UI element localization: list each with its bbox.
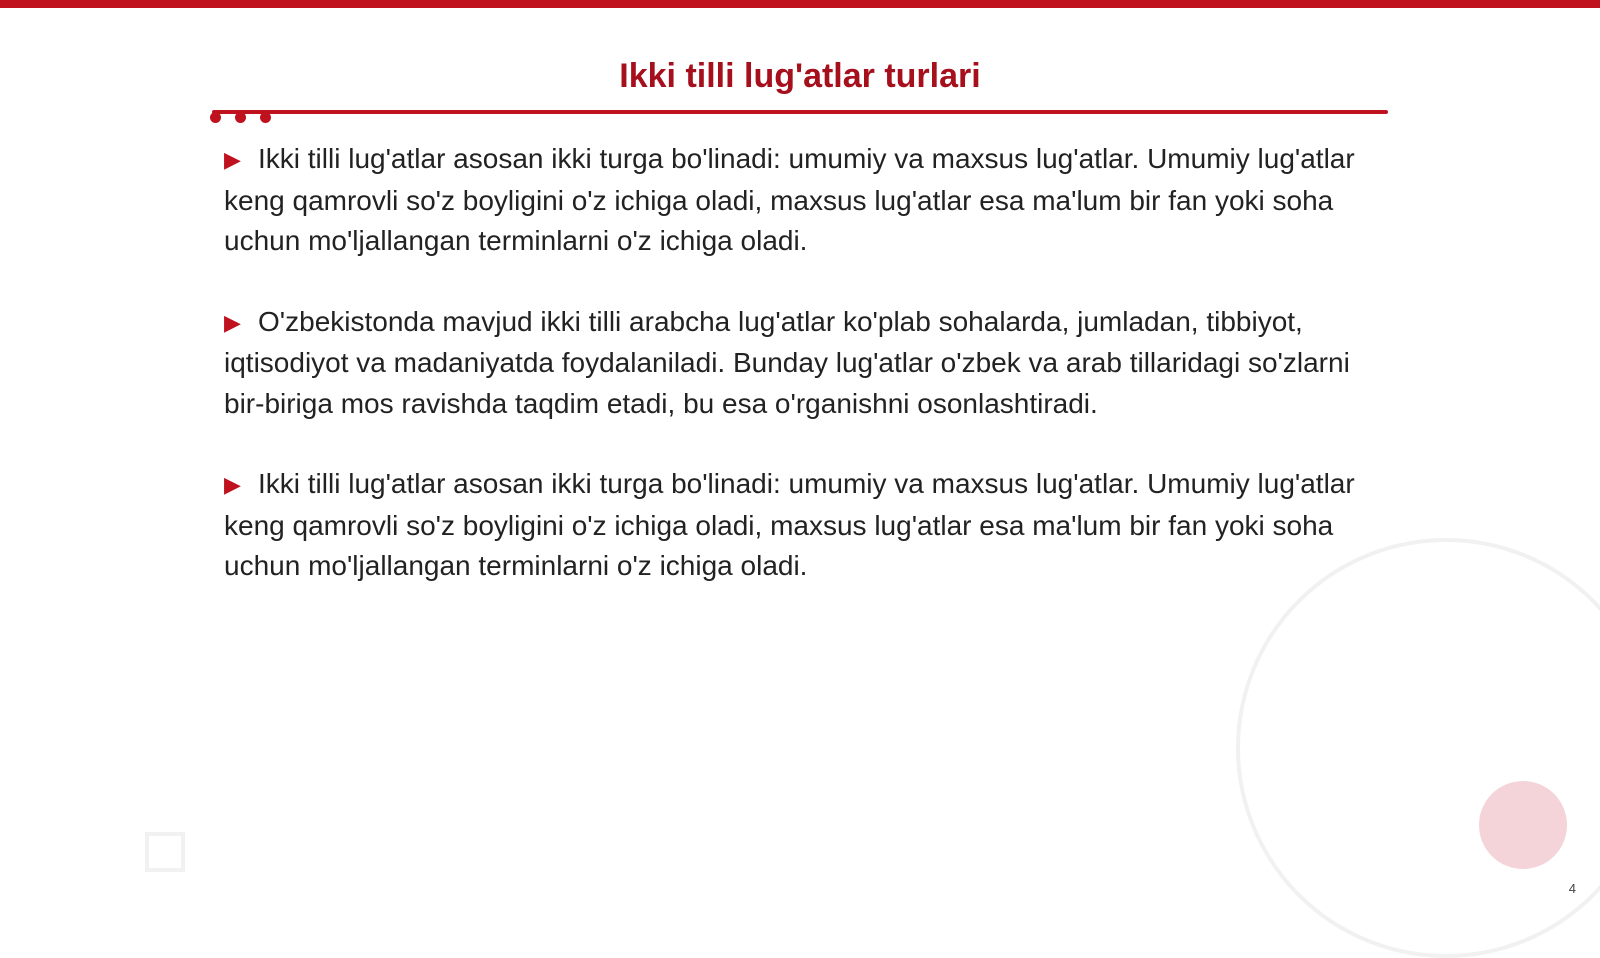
decorative-pink-disc [1479, 781, 1567, 869]
page-number: 4 [1568, 881, 1576, 896]
bullet-list [224, 139, 1372, 627]
bullet-item [224, 464, 1372, 587]
bullet-text: Ikki tilli lug'atlar asosan ikki turga bo'linadi: umumiy va maxsus lug'atlar. Umumiy lug'atlar keng qamrovli so'z boyligini o'z ichiga oladi, maxsus lug'atlar esa ma'lum bir fan yoki soha uchun mo'ljallangan terminlarni o'z ichiga oladi. [224, 468, 1355, 581]
decorative-dot [210, 112, 221, 123]
decorative-dot [260, 112, 271, 123]
bullet-item [224, 302, 1372, 425]
bullet-item [224, 139, 1372, 262]
decorative-dot [235, 112, 246, 123]
bullet-arrow-icon: ▶ [224, 472, 241, 497]
top-accent-bar [0, 0, 1600, 8]
bullet-text: Ikki tilli lug'atlar asosan ikki turga bo'linadi: umumiy va maxsus lug'atlar. Umumiy lug'atlar keng qamrovli so'z boyligini o'z ichiga oladi, maxsus lug'atlar esa ma'lum bir fan yoki soha uchun mo'ljallangan terminlarni o'z ichiga oladi. [224, 143, 1355, 256]
slide-title: Ikki tilli lug'atlar turlari [619, 57, 981, 95]
bullet-text: O'zbekistonda mavjud ikki tilli arabcha lug'atlar ko'plab sohalarda, jumladan, tibbiyot, iqtisodiyot va madaniyatda foydalaniladi. Bunday lug'atlar o'zbek va arab tillaridagi so'zlarni bir-biriga mos ravishda taqdim etadi, bu esa o'rganishni osonlashtiradi. [224, 305, 1350, 419]
title-underline [212, 110, 1388, 114]
bullet-arrow-icon: ▶ [224, 309, 241, 335]
decorative-square [145, 832, 185, 872]
bullet-arrow-icon: ▶ [224, 147, 241, 172]
